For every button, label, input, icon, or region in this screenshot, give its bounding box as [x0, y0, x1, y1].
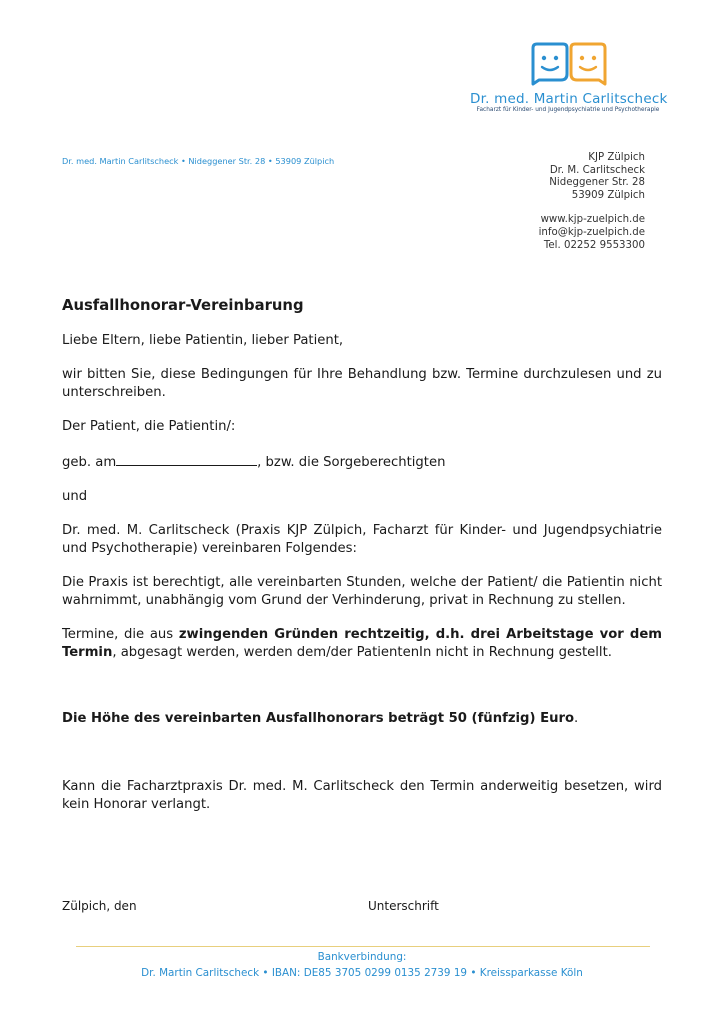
fee-paragraph: Die Höhe des vereinbarten Ausfallhonorars beträgt 50 (fünfzig) Euro. [62, 711, 579, 726]
birth-suffix: , bzw. die Sorgeberechtigten [257, 455, 446, 470]
and-text: und [62, 489, 88, 504]
parties-paragraph: Dr. med. M. Carlitscheck (Praxis KJP Zülpich, Facharzt für Kinder- und Jugendpsychiatrie und Psychotherapie) vereinbaren Folgendes: [62, 523, 662, 556]
contact-email[interactable]: info@kjp-zuelpich.de [538, 226, 645, 238]
contact-street: Nideggener Str. 28 [549, 177, 645, 189]
sender-line: Dr. med. Martin Carlitscheck • Nideggener Str. 28 • 53909 Zülpich [62, 156, 335, 166]
rule-2-paragraph: Termine, die aus zwingenden Gründen rechtzeitig, d.h. drei Arbeitstage vor dem Termin, abgesagt werden, werden dem/der PatientenIn nicht in Rechnung gestellt. [62, 627, 663, 660]
closing-paragraph: Kann die Facharztpraxis Dr. med. M. Carlitscheck den Termin anderweitig besetzen, wird kein Honorar verlangt. [62, 779, 662, 812]
birthdate-blank[interactable] [116, 452, 257, 466]
contact-block [539, 152, 645, 252]
logo-faces-icon [529, 42, 609, 86]
logo-name: Dr. med. Martin Carlitscheck [470, 91, 668, 107]
birth-prefix: geb. am [62, 455, 117, 470]
bank-title: Bankverbindung: [317, 951, 407, 963]
contact-city: 53909 Zülpich [571, 189, 645, 201]
intro-paragraph: wir bitten Sie, diese Bedingungen für Ihre Behandlung bzw. Termine durchzulesen und zu unterschreiben. [62, 367, 662, 400]
logo-subtitle: Facharzt für Kinder- und Jugendpsychiatrie und Psychotherapie [476, 107, 660, 113]
place-date-label: Zülpich, den [62, 899, 137, 913]
contact-website[interactable]: www.kjp-zuelpich.de [540, 214, 645, 226]
salutation: Liebe Eltern, liebe Patientin, lieber Patient, [62, 333, 344, 348]
birth-line [62, 452, 662, 472]
patient-label: Der Patient, die Patientin/: [62, 419, 236, 434]
contact-doctor: Dr. M. Carlitscheck [549, 164, 645, 176]
rule-2-bold: zwingenden Gründen rechtzeitig, d.h. drei Arbeitstage vor dem Termin [62, 627, 663, 660]
page-title: Ausfallhonorar-Vereinbarung [62, 297, 304, 314]
bank-details: Dr. Martin Carlitscheck • IBAN: DE85 3705 0299 0135 2739 19 • Kreissparkasse Köln [141, 967, 583, 979]
rule-1-paragraph: Die Praxis ist berechtigt, alle vereinbarten Stunden, welche der Patient/ die Patientin nicht wahrnimmt, unabhängig vom Grund der Verhinderung, privat in Rechnung zu stellen. [62, 575, 662, 608]
document-body [62, 296, 662, 814]
footer-divider [76, 946, 650, 947]
contact-practice: KJP Zülpich [588, 152, 645, 163]
fee-bold: Die Höhe des vereinbarten Ausfallhonorars beträgt 50 (fünfzig) Euro [62, 711, 575, 726]
signature-label: Unterschrift [368, 899, 439, 913]
contact-phone: Tel. 02252 9553300 [543, 239, 645, 251]
